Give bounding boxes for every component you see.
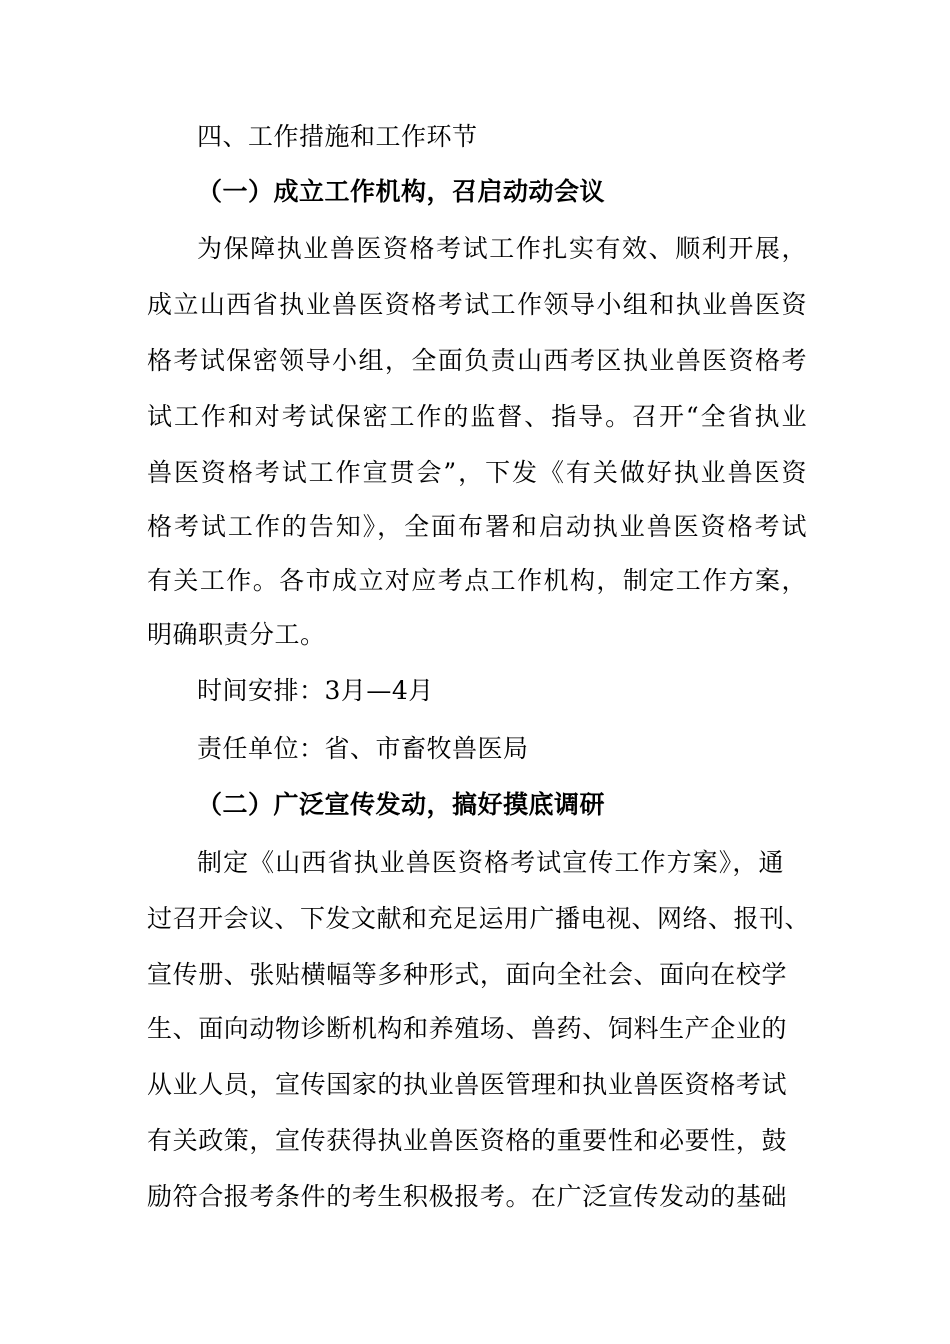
paragraph-line: 试工作和对考试保密工作的监督、指导。召开“全省执业: [147, 402, 807, 431]
subsection-1-title: （一）成立工作机构，召启动动会议: [197, 177, 606, 206]
paragraph-line: 格考试工作的告知》，全面布署和启动执业兽医资格考试: [147, 512, 807, 541]
responsible-unit: 责任单位：省、市畜牧兽医局: [197, 734, 529, 763]
subsection-2-title: （二）广泛宣传发动，搞好摸底调研: [197, 790, 606, 819]
paragraph-line: 宣传册、张贴横幅等多种形式，面向全社会、面向在校学: [147, 960, 787, 989]
paragraph-line: 兽医资格考试工作宣贯会”，下发《有关做好执业兽医资: [147, 458, 807, 487]
paragraph-line: 励符合报考条件的考生积极报考。在广泛宣传发动的基础: [147, 1182, 787, 1211]
paragraph-line: 为保障执业兽医资格考试工作扎实有效、顺利开展，: [197, 234, 807, 263]
paragraph-line: 过召开会议、下发文献和充足运用广播电视、网络、报刊、: [147, 904, 811, 933]
paragraph-line: 制定《山西省执业兽医资格考试宣传工作方案》，通: [197, 848, 784, 877]
paragraph-line: 生、面向动物诊断机构和养殖场、兽药、饲料生产企业的: [147, 1014, 787, 1043]
paragraph-line: 成立山西省执业兽医资格考试工作领导小组和执业兽医资: [147, 290, 807, 319]
section-heading: 四、工作措施和工作环节: [197, 122, 478, 151]
paragraph-line: 明确职责分工。: [147, 620, 326, 649]
paragraph-line: 格考试保密领导小组，全面负责山西考区执业兽医资格考: [147, 346, 807, 375]
paragraph-line: 有关政策，宣传获得执业兽医资格的重要性和必要性，鼓: [147, 1126, 787, 1155]
time-schedule: 时间安排：3月—4月: [197, 676, 434, 705]
paragraph-line: 从业人员，宣传国家的执业兽医管理和执业兽医资格考试: [147, 1070, 787, 1099]
paragraph-line: 有关工作。各市成立对应考点工作机构，制定工作方案，: [147, 566, 807, 595]
